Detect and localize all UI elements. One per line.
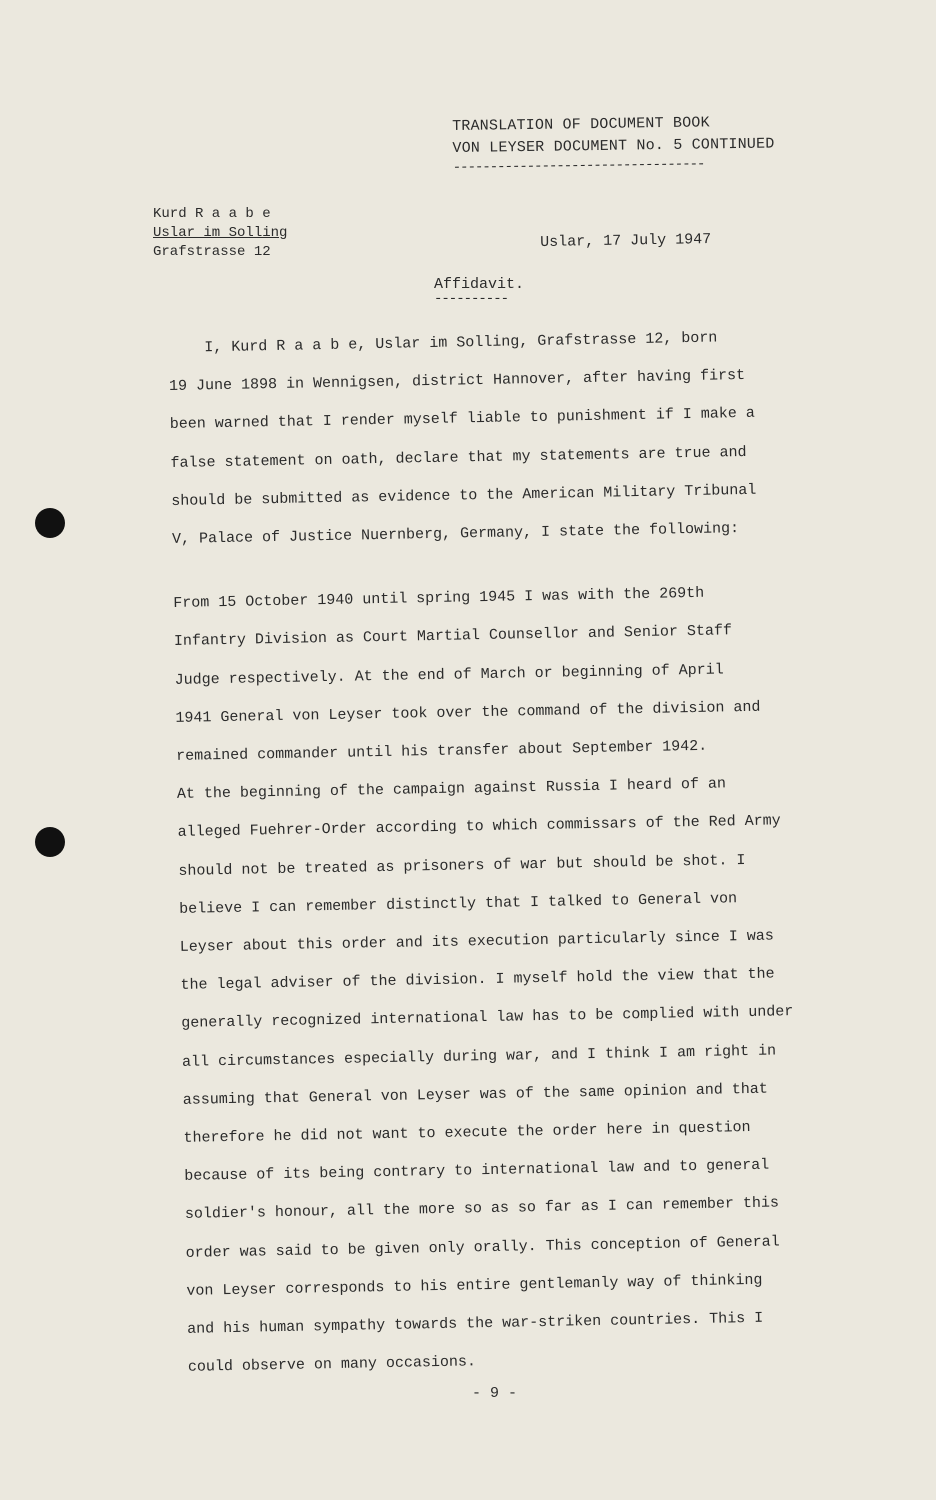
body-line: assuming that General von Leyser was of the same opinion and that bbox=[182, 1080, 768, 1109]
sender-block bbox=[153, 205, 287, 262]
sender-town: Uslar im Solling bbox=[153, 225, 288, 241]
body-line: all circumstances especially during war, and I think I am right in bbox=[181, 1042, 777, 1071]
body-line: 1941 General von Leyser took over the command of the division and bbox=[175, 698, 761, 727]
body-line: remained commander until his transfer about September 1942. bbox=[176, 737, 708, 765]
sender-name: Kurd R a a b e bbox=[153, 206, 271, 222]
title-rule: ---------- bbox=[434, 291, 509, 307]
body-line: the legal adviser of the division. I myself hold the view that the bbox=[180, 965, 775, 995]
punch-hole bbox=[35, 827, 65, 857]
body-line: false statement on oath, declare that my statements are true and bbox=[170, 443, 747, 472]
body-line: been warned that I render myself liable to punishment if I make a bbox=[169, 405, 755, 434]
body-line: alleged Fuehrer-Order according to which commissars of the Red Army bbox=[177, 812, 781, 842]
body-line: At the beginning of the campaign against Russia I heard of an bbox=[176, 775, 727, 804]
title-text: Affidavit. bbox=[434, 276, 525, 293]
header-line-1: TRANSLATION OF DOCUMENT BOOK bbox=[452, 114, 710, 135]
body-line: I, Kurd R a a b e, Uslar im Solling, Grafstrasse 12, born bbox=[204, 329, 718, 357]
body-line: generally recognized international law has to be complied with under bbox=[181, 1003, 794, 1033]
body-line: and his human sympathy towards the war-striken countries. This I bbox=[187, 1309, 764, 1338]
affidavit-body bbox=[168, 317, 868, 1387]
document-header bbox=[452, 112, 775, 174]
body-line: Infantry Division as Court Martial Counsellor and Senior Staff bbox=[173, 622, 733, 651]
body-line: soldier's honour, all the more so as so far as I can remember this bbox=[184, 1194, 780, 1224]
body-line: order was said to be given only orally. This conception of General bbox=[185, 1233, 780, 1262]
body-line: V, Palace of Justice Nuernberg, Germany, I state the following: bbox=[171, 520, 740, 548]
body-line: From 15 October 1940 until spring 1945 I was with the 269th bbox=[173, 584, 705, 613]
body-line: believe I can remember distinctly that I talked to General von bbox=[178, 890, 738, 918]
body-line: 19 June 1898 in Wennigsen, district Hannover, after having first bbox=[168, 367, 746, 396]
affidavit-title bbox=[434, 276, 524, 305]
page-number: - 9 - bbox=[472, 1385, 518, 1402]
body-line: because of its being contrary to international law and to general bbox=[184, 1156, 770, 1186]
body-line: Leyser about this order and its execution particularly since I was bbox=[179, 927, 775, 956]
sender-street: Grafstrasse 12 bbox=[153, 244, 271, 260]
punch-hole bbox=[35, 508, 65, 538]
date-line: Uslar, 17 July 1947 bbox=[540, 231, 712, 251]
header-rule: ---------------------------------- bbox=[452, 156, 705, 176]
body-line: Judge respectively. At the end of March or beginning of April bbox=[174, 661, 724, 689]
header-line-2: VON LEYSER DOCUMENT No. 5 CONTINUED bbox=[452, 135, 775, 157]
body-line: therefore he did not want to execute the order here in question bbox=[183, 1119, 751, 1147]
body-line: should be submitted as evidence to the American Military Tribunal bbox=[171, 481, 757, 510]
body-line: von Leyser corresponds to his entire gentlemanly way of thinking bbox=[186, 1271, 763, 1300]
body-line: could observe on many occasions. bbox=[187, 1353, 477, 1377]
body-line: should not be treated as prisoners of war but should be shot. I bbox=[178, 851, 746, 880]
